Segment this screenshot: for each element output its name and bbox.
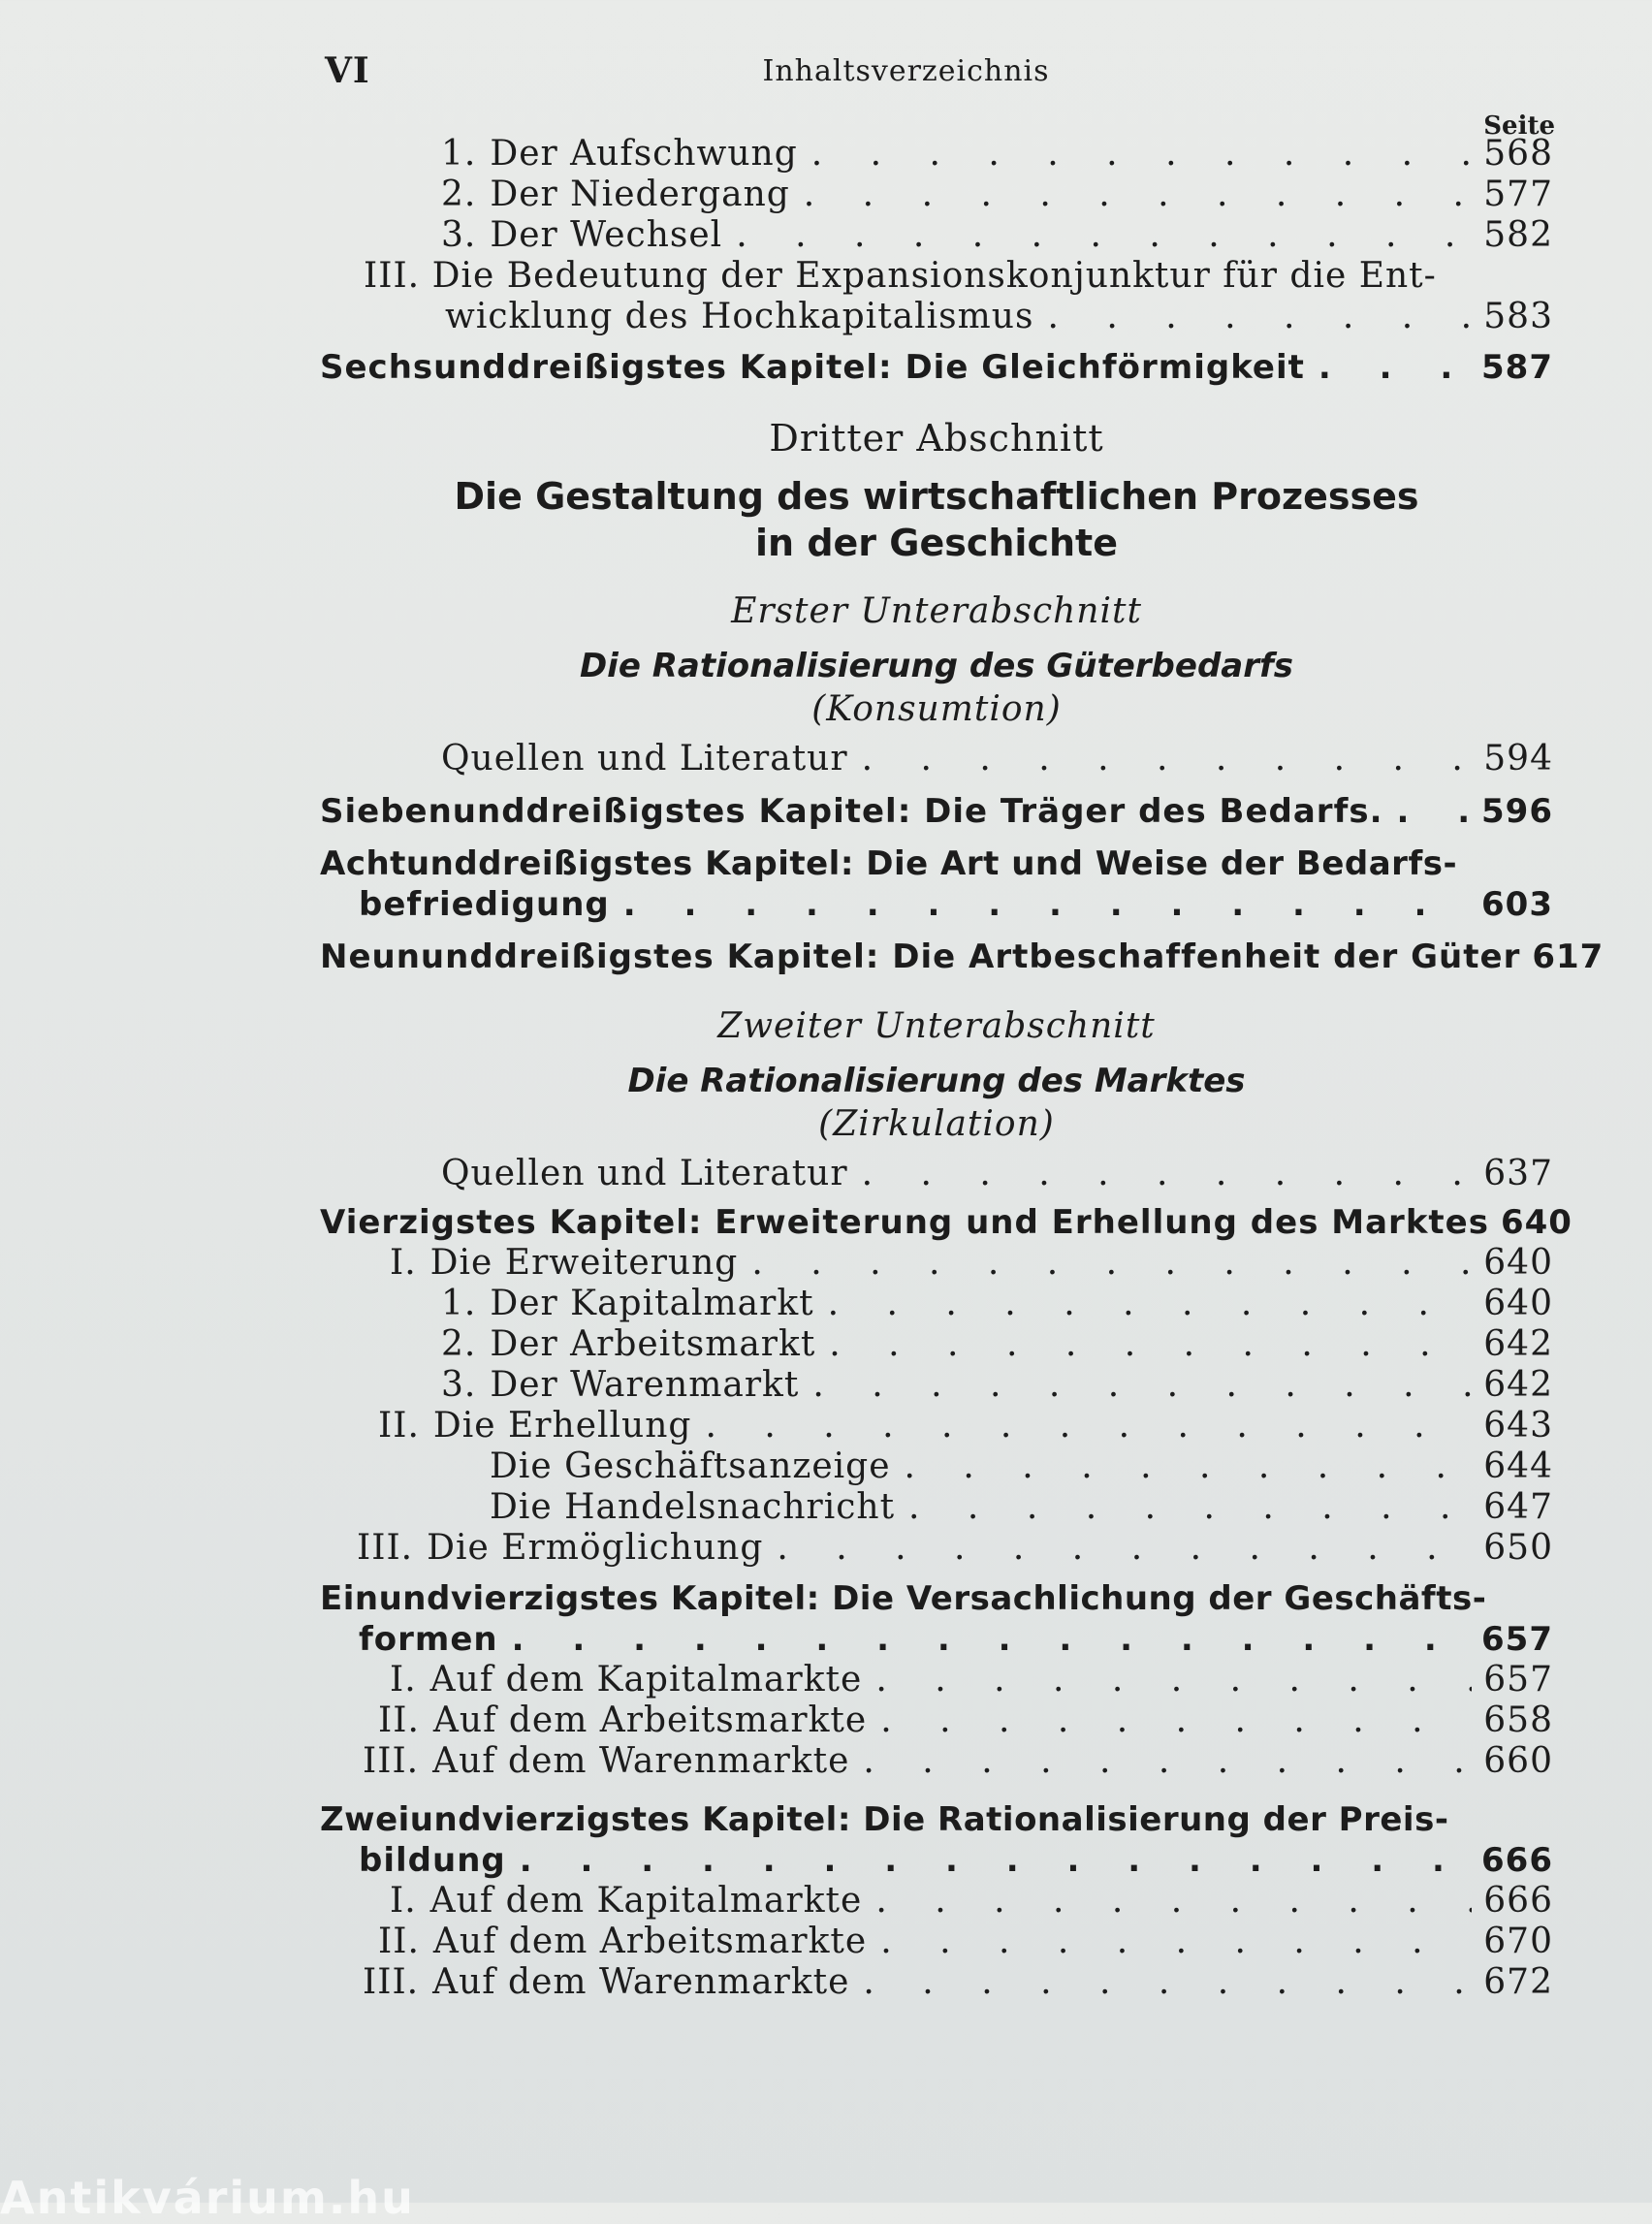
- entry-title: Auf dem Warenmarkte: [432, 1962, 850, 2002]
- entry-page: 647: [1483, 1487, 1553, 1527]
- entry-title: Der Warenmarkt: [490, 1365, 800, 1405]
- leader-dots: [880, 1700, 1472, 1741]
- entry-page: 644: [1483, 1446, 1553, 1486]
- chapter-page: 617: [1532, 937, 1604, 976]
- entry-title: Der Niedergang: [490, 175, 790, 214]
- subsection-title: Die Rationalisierung des Marktes: [627, 1062, 1246, 1100]
- toc-entry: [320, 1528, 1553, 1569]
- chapter-entry: [320, 791, 1553, 832]
- chapter-entry: [320, 1202, 1573, 1243]
- seite-label: Seite: [1483, 111, 1555, 141]
- leader-dots: [812, 1365, 1472, 1406]
- entry-number: 1.: [441, 1284, 477, 1323]
- toc-entry: [320, 1962, 1553, 2003]
- chapter-title-line2: befriedigung: [359, 885, 610, 924]
- leader-dots: [908, 1487, 1472, 1528]
- entry-title: Der Aufschwung: [490, 134, 798, 174]
- entry-page: 643: [1483, 1406, 1553, 1446]
- leader-dots: [829, 1324, 1472, 1365]
- toc-entry: [320, 215, 1553, 256]
- toc-entry: [320, 1881, 1553, 1922]
- chapter-title: Siebenunddreißigstes Kapitel: Die Träger des Bedarfs.: [320, 792, 1383, 831]
- entry-page: 582: [1483, 215, 1553, 255]
- entry-page: 637: [1483, 1154, 1553, 1193]
- entry-page: 658: [1483, 1700, 1553, 1740]
- toc-entry: [320, 1660, 1553, 1700]
- entry-title-line1: Die Bedeutung der Expansionskonjunktur für die Ent-: [431, 256, 1437, 296]
- entry-number: I.: [390, 1881, 417, 1921]
- chapter-entry: [320, 884, 1553, 925]
- entry-number: II.: [378, 1700, 420, 1740]
- entry-number: II.: [378, 1922, 420, 1961]
- toc-entry: [320, 1922, 1553, 1962]
- leader-dots: [862, 739, 1472, 779]
- entry-title: Auf dem Kapitalmarkte: [429, 1660, 863, 1700]
- leader-dots: [862, 1154, 1472, 1194]
- entry-number: 2.: [441, 1324, 477, 1364]
- entry-title: Quellen und Literatur: [441, 1154, 848, 1193]
- toc-entry: [320, 175, 1553, 215]
- toc-entry: [320, 134, 1553, 175]
- chapter-title-line2: bildung: [359, 1841, 506, 1880]
- entry-number: I.: [390, 1660, 417, 1700]
- subsection-heading: Zweiter Unterabschnitt: [717, 1006, 1156, 1046]
- part-title-line2: in der Geschichte: [755, 522, 1118, 564]
- leader-dots: [512, 1619, 1470, 1660]
- toc-entry: [320, 1284, 1553, 1324]
- toc-entry: [320, 1446, 1553, 1487]
- chapter-entry-line1: Einundvierzigstes Kapitel: Die Versachlichung der Geschäfts-: [320, 1579, 1487, 1618]
- leader-dots: [736, 215, 1472, 256]
- entry-number: I.: [390, 1243, 417, 1283]
- chapter-page: 666: [1481, 1841, 1553, 1880]
- entry-page: 672: [1483, 1962, 1553, 2002]
- entry-number: 2.: [441, 175, 477, 214]
- entry-page: 577: [1483, 175, 1553, 214]
- leader-dots: [804, 175, 1472, 215]
- table-of-contents: [320, 134, 1604, 2003]
- entry-page: 666: [1483, 1881, 1553, 1921]
- entry-title: Die Handelsnachricht: [490, 1487, 896, 1527]
- chapter-entry: [320, 347, 1553, 388]
- entry-title: Die Erhellung: [432, 1406, 692, 1446]
- entry-title: Der Kapitalmarkt: [490, 1284, 814, 1323]
- chapter-entry-line1: Achtunddreißigstes Kapitel: Die Art und Weise der Bedarfs-: [320, 844, 1458, 883]
- leader-dots: [1397, 791, 1471, 832]
- leader-dots: [811, 134, 1472, 175]
- chapter-title: Neununddreißigstes Kapitel: Die Artbeschaffenheit der Güter: [320, 937, 1521, 976]
- leader-dots: [863, 1962, 1472, 2003]
- entry-title: Auf dem Warenmarkte: [432, 1741, 850, 1781]
- chapter-entry-line1: Zweiundvierzigstes Kapitel: Die Rationalisierung der Preis-: [320, 1800, 1449, 1839]
- toc-entry: [320, 1365, 1553, 1406]
- leader-dots: [705, 1406, 1472, 1446]
- leader-dots: [777, 1528, 1472, 1569]
- leader-dots: [623, 884, 1470, 925]
- entry-page: 640: [1483, 1243, 1553, 1283]
- entry-number: 3.: [441, 1365, 477, 1405]
- chapter-entry: [320, 937, 1604, 977]
- entry-number: III.: [363, 1962, 420, 2002]
- entry-page: 657: [1483, 1660, 1553, 1700]
- toc-entry: [320, 1741, 1553, 1782]
- chapter-page: 603: [1481, 885, 1553, 924]
- entry-number: III.: [364, 256, 421, 296]
- entry-page: 568: [1483, 134, 1553, 174]
- toc-entry: [320, 739, 1553, 779]
- leader-dots: [1318, 347, 1470, 388]
- toc-entry: [320, 297, 1553, 337]
- entry-title: Auf dem Arbeitsmarkte: [432, 1922, 868, 1961]
- chapter-page: 657: [1481, 1620, 1553, 1659]
- entry-title: Die Geschäftsanzeige: [490, 1446, 891, 1486]
- entry-title: Quellen und Literatur: [441, 739, 848, 778]
- subsection-title: Die Rationalisierung des Güterbedarfs: [579, 647, 1294, 685]
- chapter-page: 587: [1481, 348, 1553, 387]
- chapter-page: 596: [1481, 792, 1553, 831]
- entry-page: 640: [1483, 1284, 1553, 1323]
- entry-title: Die Ermöglichung: [427, 1528, 764, 1568]
- entry-title: Der Arbeitsmarkt: [490, 1324, 816, 1364]
- toc-entry: [320, 1243, 1553, 1284]
- subsection-subtitle: (Zirkulation): [818, 1104, 1055, 1144]
- entry-title-line2: wicklung des Hochkapitalismus: [445, 297, 1034, 336]
- running-title: Inhaltsverzeichnis: [762, 54, 1050, 88]
- entry-page: 642: [1483, 1365, 1553, 1405]
- chapter-title: Vierzigstes Kapitel: Erweiterung und Erhellung des Marktes: [320, 1203, 1489, 1242]
- toc-entry-line: [320, 256, 1553, 297]
- entry-page: 650: [1483, 1528, 1553, 1568]
- toc-entry: [320, 1324, 1553, 1365]
- entry-page: 583: [1483, 297, 1553, 336]
- entry-title: Auf dem Arbeitsmarkte: [432, 1700, 868, 1740]
- leader-dots: [1047, 297, 1472, 337]
- toc-entry: [320, 1406, 1553, 1446]
- entry-number: III.: [357, 1528, 414, 1568]
- toc-entry: [320, 1700, 1553, 1741]
- leader-dots: [880, 1922, 1472, 1962]
- entry-number: III.: [363, 1741, 420, 1781]
- toc-entry: [320, 1487, 1553, 1528]
- entry-title: Der Wechsel: [490, 215, 723, 255]
- entry-page: 660: [1483, 1741, 1553, 1781]
- toc-entry: [320, 1154, 1553, 1194]
- entry-page: 642: [1483, 1324, 1553, 1364]
- entry-page: 670: [1483, 1922, 1553, 1961]
- entry-page: 594: [1483, 739, 1553, 778]
- chapter-entry: [320, 1840, 1553, 1881]
- chapter-page: 640: [1500, 1203, 1573, 1242]
- section-heading: Dritter Abschnitt: [769, 417, 1104, 460]
- leader-dots: [875, 1881, 1472, 1922]
- chapter-title-line2: formen: [359, 1620, 498, 1659]
- entry-title: Die Erweiterung: [429, 1243, 739, 1283]
- watermark: Antikvárium.hu: [0, 2172, 415, 2224]
- leader-dots: [863, 1741, 1472, 1782]
- entry-title: Auf dem Kapitalmarkte: [429, 1881, 863, 1921]
- leader-dots: [828, 1284, 1472, 1324]
- entry-number: II.: [378, 1406, 420, 1446]
- leader-dots: [751, 1243, 1472, 1284]
- entry-number: 3.: [441, 215, 477, 255]
- chapter-title: Sechsunddreißigstes Kapitel: Die Gleichförmigkeit: [320, 348, 1305, 387]
- subsection-subtitle: (Konsumtion): [811, 689, 1062, 729]
- leader-dots: [875, 1660, 1472, 1700]
- part-title-line1: Die Gestaltung des wirtschaftlichen Prozesses: [454, 475, 1419, 518]
- leader-dots: [520, 1840, 1470, 1881]
- entry-number: 1.: [441, 134, 477, 174]
- subsection-heading: Erster Unterabschnitt: [731, 591, 1142, 631]
- page-header: [325, 50, 1555, 99]
- chapter-entry: [320, 1619, 1553, 1660]
- leader-dots: [905, 1446, 1472, 1487]
- page-number: VI: [325, 50, 370, 91]
